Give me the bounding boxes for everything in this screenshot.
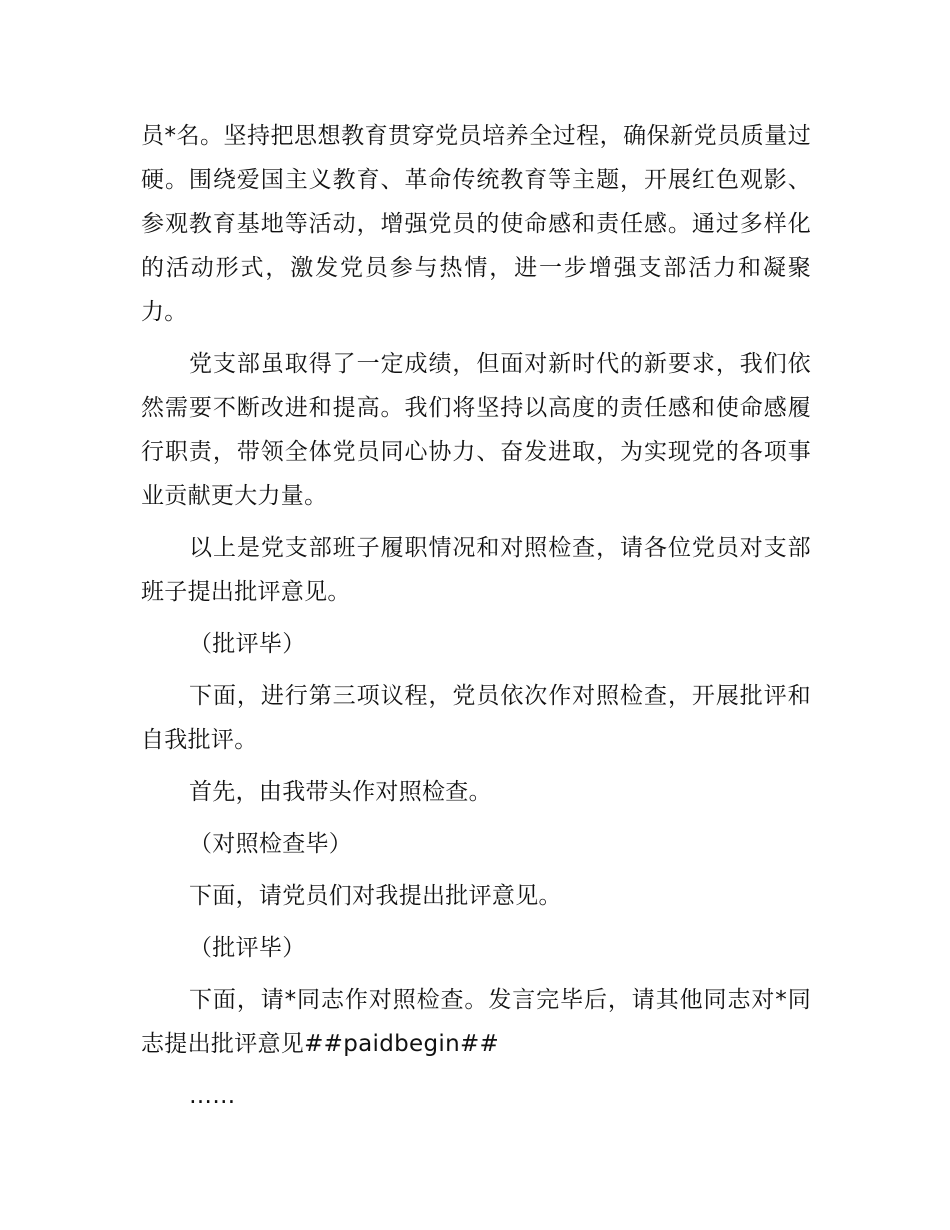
paragraph-7: （对照检查毕）	[189, 831, 353, 857]
paragraph-11: ……	[189, 1083, 236, 1109]
paragraph-6: 首先，由我带头作对照检查。	[189, 779, 492, 805]
paragraph-8: 下面，请党员们对我提出批评意见。	[189, 883, 562, 909]
paragraph-9: （批评毕）	[189, 935, 306, 961]
paragraph-4: （批评毕）	[189, 631, 306, 657]
paragraph-10: 下面，请*同志作对照检查。发言完毕后，请其他同志对*同志提出批评意见##paidbegin##	[141, 987, 811, 1057]
paragraph-2: 党支部虽取得了一定成绩，但面对新时代的新要求，我们依然需要不断改进和提高。我们将坚持以高度的责任感和使命感履行职责，带领全体党员同心协力、奋发进取，为实现党的各项事业贡献更大力量。	[141, 351, 811, 509]
paragraph-5: 下面，进行第三项议程，党员依次作对照检查，开展批评和自我批评。	[141, 683, 811, 753]
paragraph-1: 员*名。坚持把思想教育贯穿党员培养全过程，确保新党员质量过硬。围绕爱国主义教育、革命传统教育等主题，开展红色观影、参观教育基地等活动，增强党员的使命感和责任感。通过多样化的活动形式，激发党员参与热情，进一步增强支部活力和凝聚力。	[141, 123, 811, 325]
paragraph-3: 以上是党支部班子履职情况和对照检查，请各位党员对支部班子提出批评意见。	[141, 535, 811, 605]
document-body	[141, 114, 811, 1126]
